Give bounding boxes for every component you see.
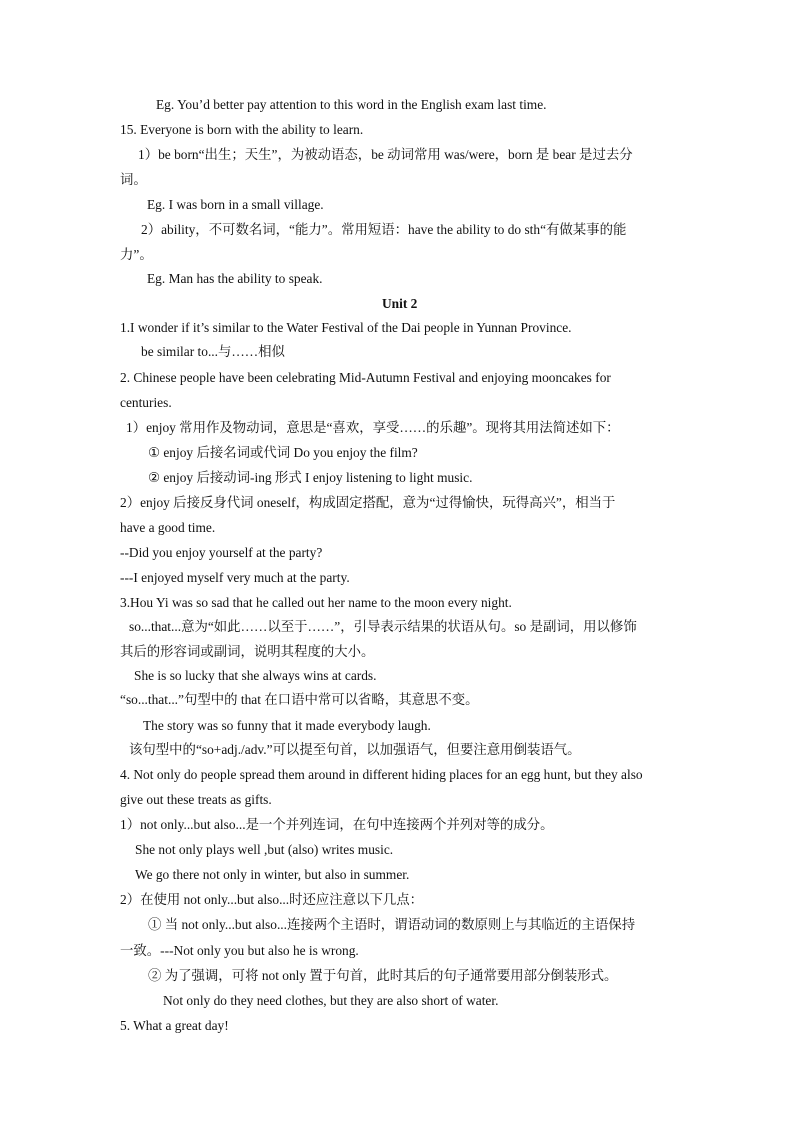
explanation-line: “so...that...”句型中的 that 在口语中常可以省略，其意思不变。 (120, 692, 479, 707)
explanation-line: 2）在使用 not only...but also...时还应注意以下几点： (120, 892, 424, 907)
phrase-line: be similar to...与……相似 (141, 344, 285, 359)
item-heading: 2. Chinese people have been celebrating Mid-Autumn Festival and enjoying mooncakes for (120, 370, 611, 385)
example-sentence: We go there not only in winter, but also in summer. (135, 867, 410, 882)
usage-point: ① enjoy 后接名词或代词 Do you enjoy the film? (148, 445, 418, 460)
example-sentence: Not only do they need clothes, but they are also short of water. (163, 993, 499, 1008)
explanation-line: 2）enjoy 后接反身代词 oneself，构成固定搭配，意为“过得愉快，玩得高兴”，相当于 (120, 495, 616, 510)
item-heading: 15. Everyone is born with the ability to learn. (120, 122, 364, 137)
example-sentence: Eg. I was born in a small village. (147, 197, 324, 212)
explanation-line: 词。 (120, 172, 147, 187)
explanation-line: 1）enjoy 常用作及物动词，意思是“喜欢，享受……的乐趣”。现将其用法简述如下： (126, 420, 620, 435)
dialogue-line: ---I enjoyed myself very much at the party. (120, 570, 350, 585)
item-heading: 1.I wonder if it’s similar to the Water Festival of the Dai people in Yunnan Province. (120, 320, 572, 335)
example-sentence: She is so lucky that she always wins at cards. (134, 668, 377, 683)
item-heading: centuries. (120, 395, 172, 410)
usage-point: 一致。---Not only you but also he is wrong. (120, 943, 359, 958)
item-heading: 3.Hou Yi was so sad that he called out her name to the moon every night. (120, 595, 512, 610)
explanation-line: so...that...意为“如此……以至于……”，引导表示结果的状语从句。so 是副词，用以修饰 (129, 619, 637, 634)
item-heading: give out these treats as gifts. (120, 792, 272, 807)
example-sentence: Eg. Man has the ability to speak. (147, 271, 323, 286)
example-sentence: Eg. You’d better pay attention to this word in the English exam last time. (156, 97, 547, 112)
usage-point: ② 为了强调，可将 not only 置于句首，此时其后的句子通常要用部分倒装形式。 (148, 968, 618, 983)
example-sentence: She not only plays well ,but (also) writes music. (135, 842, 394, 857)
explanation-line: have a good time. (120, 520, 216, 535)
example-sentence: The story was so funny that it made everybody laugh. (143, 718, 431, 733)
explanation-line: 1）be born“出生；天生”，为被动语态，be 动词常用 was/were，born 是 bear 是过去分 (138, 147, 633, 162)
explanation-line: 该句型中的“so+adj./adv.”可以提至句首，以加强语气，但要注意用倒装语气。 (129, 742, 581, 757)
explanation-line: 1）not only...but also...是一个并列连词，在句中连接两个并列对等的成分。 (120, 817, 554, 832)
unit-heading: Unit 2 (382, 296, 418, 311)
explanation-line: 力”。 (120, 247, 153, 262)
item-heading: 5. What a great day! (120, 1018, 229, 1033)
explanation-line: 2）ability，不可数名词，“能力”。常用短语：have the ability to do sth“有做某事的能 (141, 222, 627, 237)
usage-point: ① 当 not only...but also...连接两个主语时，谓语动词的数原则上与其临近的主语保持 (148, 917, 636, 932)
item-heading: 4. Not only do people spread them around in different hiding places for an egg hunt, but they also (120, 767, 643, 782)
dialogue-line: --Did you enjoy yourself at the party? (120, 545, 323, 560)
explanation-line: 其后的形容词或副词，说明其程度的大小。 (120, 644, 375, 659)
usage-point: ② enjoy 后接动词-ing 形式 I enjoy listening to light music. (148, 470, 473, 485)
